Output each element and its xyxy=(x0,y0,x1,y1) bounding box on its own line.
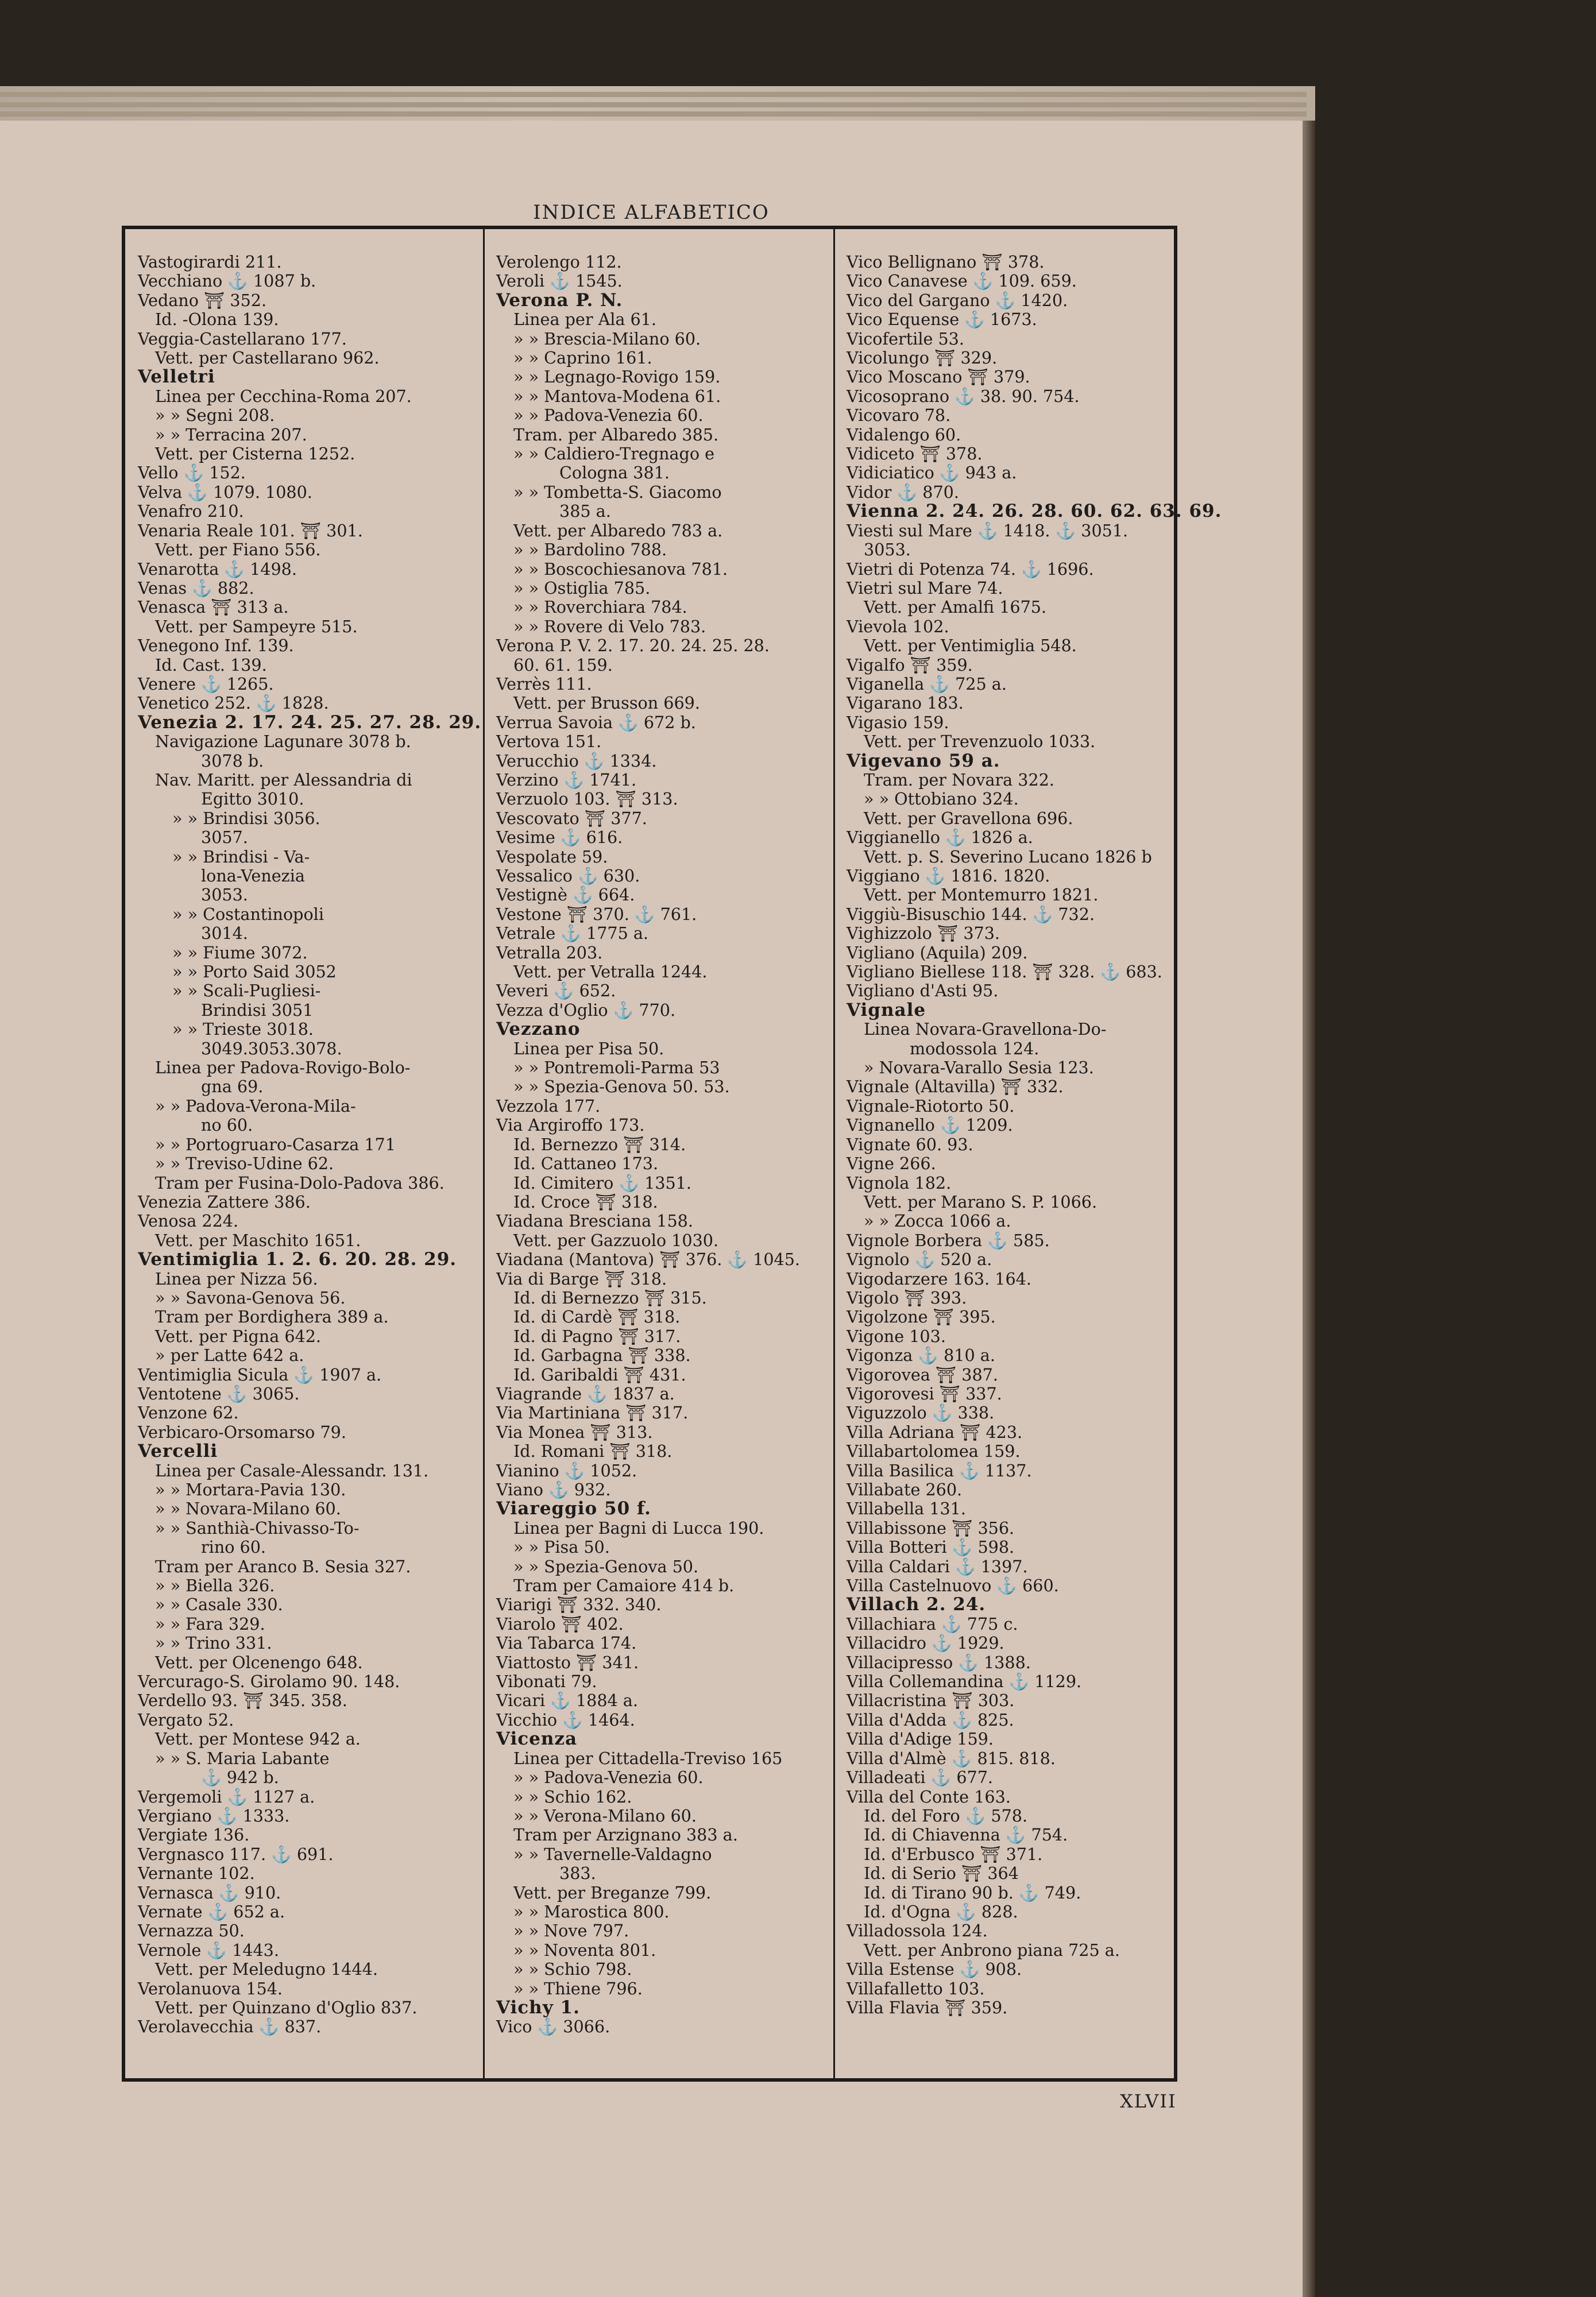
index-entry: Via Martiniana ⛩ 317. xyxy=(496,1403,689,1423)
index-entry: Villa d'Adige 159. xyxy=(847,1729,994,1749)
index-entry: Vicosoprano ⚓ 38. 90. 754. xyxy=(847,386,1080,406)
index-entry: » » Spezia-Genova 50. xyxy=(513,1556,699,1576)
index-entry: Vett. per Quinzano d'Oglio 837. xyxy=(155,1997,418,2017)
index-entry: Vighizzolo ⛩ 373. xyxy=(847,923,1000,943)
index-entry: Vecchiano ⚓ 1087 b. xyxy=(138,271,316,291)
index-entry: Id. Romani ⛩ 318. xyxy=(513,1441,673,1461)
page-stack-edge xyxy=(0,102,1307,107)
index-entry: Vico Bellignano ⛩ 378. xyxy=(847,252,1045,272)
index-entry: Villach 2. 24. xyxy=(847,1594,986,1615)
index-entry: Vernasca ⚓ 910. xyxy=(138,1882,281,1902)
index-entry: Vetralla 203. xyxy=(496,942,603,962)
index-entry: » » Bardolino 788. xyxy=(513,540,667,560)
index-entry: Vercelli xyxy=(138,1441,218,1462)
index-entry: » » Brindisi - Va- xyxy=(172,846,310,867)
index-entry: Villa d'Adda ⚓ 825. xyxy=(847,1710,1014,1730)
index-entry: Tram per Aranco B. Sesia 327. xyxy=(155,1556,411,1576)
index-entry: Vastogirardi 211. xyxy=(138,252,282,272)
index-entry: Vignale-Riotorto 50. xyxy=(847,1096,1015,1116)
index-entry: » » Caldiero-Tregnago e xyxy=(513,444,715,464)
index-entry: Villacristina ⛩ 303. xyxy=(847,1691,1015,1711)
index-entry: » » Tombetta-S. Giacomo xyxy=(513,482,722,502)
index-entry: Navigazione Lagunare 3078 b. xyxy=(155,732,411,752)
index-entry: Villabella 131. xyxy=(847,1499,966,1519)
index-entry: 60. 61. 159. xyxy=(513,655,613,675)
index-entry: Linea per Ala 61. xyxy=(513,310,656,330)
index-entry: Villafalletto 103. xyxy=(847,1978,985,1998)
index-entry: Vett. per Montese 942 a. xyxy=(155,1729,361,1749)
index-entry: Id. Garbagna ⛩ 338. xyxy=(513,1345,691,1366)
index-entry: Vietri di Potenza 74. ⚓ 1696. xyxy=(847,559,1094,579)
index-entry: » per Latte 642 a. xyxy=(155,1345,304,1366)
index-entry: » » Legnago-Rovigo 159. xyxy=(513,367,721,387)
index-entry: » » Nove 797. xyxy=(513,1921,629,1941)
index-entry: Vett. per Trevenzuolo 1033. xyxy=(864,732,1096,752)
index-entry: Vett. per Fiano 556. xyxy=(155,540,321,560)
index-entry: » » Ostiglia 785. xyxy=(513,578,651,598)
index-entry: Veveri ⚓ 652. xyxy=(496,981,616,1001)
index-entry: » » Verona-Milano 60. xyxy=(513,1805,697,1826)
index-entry: Id. di Pagno ⛩ 317. xyxy=(513,1326,681,1346)
index-entry: Viarolo ⛩ 402. xyxy=(496,1614,624,1634)
index-entry: Linea per Pisa 50. xyxy=(513,1038,664,1058)
index-entry: Vezzola 177. xyxy=(496,1096,601,1116)
index-entry: Villa Castelnuovo ⚓ 660. xyxy=(847,1576,1059,1596)
index-entry: Linea per Cittadella-Treviso 165 xyxy=(513,1748,783,1768)
index-entry: Id. di Chiavenna ⚓ 754. xyxy=(864,1825,1068,1845)
index-entry: Viguzzolo ⚓ 338. xyxy=(847,1403,995,1423)
index-entry: Tram. per Novara 322. xyxy=(864,769,1054,790)
index-entry: » » S. Maria Labante xyxy=(155,1748,330,1768)
index-entry: Vett. per Maschito 1651. xyxy=(155,1230,361,1250)
index-entry: Vigevano 59 a. xyxy=(847,750,1000,771)
index-entry: » » Biella 326. xyxy=(155,1576,275,1596)
index-entry: Vigodarzere 163. 164. xyxy=(847,1269,1031,1289)
index-entry: Villa Basilica ⚓ 1137. xyxy=(847,1460,1032,1480)
index-entry: » » Ottobiano 324. xyxy=(864,789,1019,809)
index-entry: Verucchio ⚓ 1334. xyxy=(496,751,657,771)
index-column-2 xyxy=(496,253,829,2067)
index-entry: Egitto 3010. xyxy=(201,789,304,809)
index-entry: » » Rovere di Velo 783. xyxy=(513,616,706,636)
index-entry: Venarotta ⚓ 1498. xyxy=(138,559,297,579)
index-entry: Villachiara ⚓ 775 c. xyxy=(847,1614,1018,1634)
index-entry: Vignale xyxy=(847,999,926,1020)
index-entry: Linea per Casale-Alessandr. 131. xyxy=(155,1460,429,1480)
index-entry: Cologna 381. xyxy=(559,463,670,483)
index-entry: 3014. xyxy=(201,923,248,943)
index-entry: Veroli ⚓ 1545. xyxy=(496,271,623,291)
index-entry: Verzuolo 103. ⛩ 313. xyxy=(496,789,678,809)
index-entry: Linea per Bagni di Lucca 190. xyxy=(513,1518,764,1538)
index-entry: » » Treviso-Udine 62. xyxy=(155,1154,334,1174)
index-entry: Vessalico ⚓ 630. xyxy=(496,866,640,885)
index-entry: » » Scali-Pugliesi- xyxy=(172,981,321,1001)
index-entry: Villacipresso ⚓ 1388. xyxy=(847,1652,1031,1672)
index-entry: ⚓ 942 b. xyxy=(201,1768,279,1788)
index-entry: Vigliano Biellese 118. ⛩ 328. ⚓ 683. xyxy=(847,962,1162,982)
index-entry: Vernazza 50. xyxy=(138,1921,245,1941)
index-entry: Vigonza ⚓ 810 a. xyxy=(847,1345,995,1366)
index-entry: Verolanuova 154. xyxy=(138,1978,283,1998)
index-entry: » » Santhià-Chivasso-To- xyxy=(155,1518,360,1538)
index-entry: Viesti sul Mare ⚓ 1418. ⚓ 3051. xyxy=(847,520,1129,540)
index-entry: » » Marostica 800. xyxy=(513,1901,670,1921)
index-entry: Vezza d'Oglio ⚓ 770. xyxy=(496,1000,676,1020)
index-entry: Vergato 52. xyxy=(138,1710,234,1730)
index-entry: Villa Botteri ⚓ 598. xyxy=(847,1537,1015,1557)
index-entry: » » Thiene 796. xyxy=(513,1978,643,1998)
index-entry: Vedano ⛩ 352. xyxy=(138,290,267,310)
index-entry: Vico Moscano ⛩ 379. xyxy=(847,367,1030,387)
index-entry: Vigne 266. xyxy=(847,1154,936,1174)
index-entry: Vigolzone ⛩ 395. xyxy=(847,1307,996,1327)
index-entry: Via Monea ⛩ 313. xyxy=(496,1422,653,1442)
index-entry: Via di Barge ⛩ 318. xyxy=(496,1269,667,1289)
index-entry: Vignale (Altavilla) ⛩ 332. xyxy=(847,1077,1064,1097)
index-entry: Vett. p. S. Severino Lucano 1826 b xyxy=(864,846,1152,867)
index-entry: Vett. per Montemurro 1821. xyxy=(864,885,1099,905)
index-entry: Via Tabarca 174. xyxy=(496,1633,637,1653)
index-entry: Id. -Olona 139. xyxy=(155,310,279,330)
index-entry: Venosa 224. xyxy=(138,1211,239,1231)
index-entry: Id. di Cardè ⛩ 318. xyxy=(513,1307,681,1327)
index-entry: Verrua Savoia ⚓ 672 b. xyxy=(496,712,696,732)
index-entry: Venafro 210. xyxy=(138,501,244,521)
index-entry: Vicolungo ⛩ 329. xyxy=(847,348,998,368)
index-entry: Villa Collemandina ⚓ 1129. xyxy=(847,1672,1082,1692)
index-entry: Villabartolomea 159. xyxy=(847,1441,1021,1461)
index-entry: Venas ⚓ 882. xyxy=(138,578,254,598)
index-entry: Vercurago-S. Girolamo 90. 148. xyxy=(138,1672,400,1692)
index-entry: Verona P. N. xyxy=(496,289,623,311)
index-entry: Vernate ⚓ 652 a. xyxy=(138,1901,285,1921)
page-number: XLVII xyxy=(1120,2090,1177,2112)
index-entry: Verzino ⚓ 1741. xyxy=(496,769,637,790)
index-entry: gna 69. xyxy=(201,1077,264,1097)
index-entry: 3049.3053.3078. xyxy=(201,1038,342,1058)
index-entry: Venaria Reale 101. ⛩ 301. xyxy=(138,520,363,540)
index-entry: Vett. per Breganze 799. xyxy=(513,1882,712,1902)
index-entry: » » Terracina 207. xyxy=(155,424,307,444)
page-stack-edge xyxy=(0,111,1307,117)
index-entry: Vergnasco 117. ⚓ 691. xyxy=(138,1844,334,1864)
index-entry: rino 60. xyxy=(201,1537,266,1557)
index-entry: » » Brindisi 3056. xyxy=(172,808,320,828)
index-entry: » » Schio 162. xyxy=(513,1786,632,1807)
index-entry: Villa del Conte 163. xyxy=(847,1786,1011,1807)
index-entry: » » Pisa 50. xyxy=(513,1537,610,1557)
index-entry: Vignolo ⚓ 520 a. xyxy=(847,1250,992,1270)
index-entry: Linea per Nizza 56. xyxy=(155,1269,318,1289)
index-entry: Vigorovesi ⛩ 337. xyxy=(847,1383,1002,1403)
index-entry: Viganella ⚓ 725 a. xyxy=(847,674,1007,694)
index-entry: Verona P. V. 2. 17. 20. 24. 25. 28. xyxy=(496,636,770,656)
index-entry: Vicchio ⚓ 1464. xyxy=(496,1710,635,1730)
index-entry: Vienna 2. 24. 26. 28. 60. 62. 63. 69. xyxy=(847,501,1222,522)
index-entry: Venetico 252. ⚓ 1828. xyxy=(138,693,329,713)
index-entry: Vett. per Cisterna 1252. xyxy=(155,444,355,464)
index-entry: Id. Cast. 139. xyxy=(155,655,267,675)
index-entry: Vescovato ⛩ 377. xyxy=(496,808,647,828)
index-entry: modossola 124. xyxy=(910,1038,1039,1058)
index-entry: Id. di Tirano 90 b. ⚓ 749. xyxy=(864,1882,1081,1902)
index-entry: Vidalengo 60. xyxy=(847,424,961,444)
index-entry: Vezzano xyxy=(496,1019,581,1040)
index-entry: » » Trino 331. xyxy=(155,1633,272,1653)
index-entry: Venzone 62. xyxy=(138,1403,239,1423)
index-entry: 385 a. xyxy=(559,501,611,521)
index-entry: Vernante 102. xyxy=(138,1863,255,1884)
index-entry: Nav. Maritt. per Alessandria di xyxy=(155,769,412,790)
index-entry: Ventimiglia Sicula ⚓ 1907 a. xyxy=(138,1364,382,1385)
index-entry: Vesime ⚓ 616. xyxy=(496,827,623,848)
index-entry: Viggiano ⚓ 1816. 1820. xyxy=(847,866,1050,885)
page-edge-shadow xyxy=(1303,121,1315,2297)
index-entry: » » Zocca 1066 a. xyxy=(864,1211,1011,1231)
index-entry: Id. Croce ⛩ 318. xyxy=(513,1192,658,1212)
index-entry: Velva ⚓ 1079. 1080. xyxy=(138,482,312,502)
index-entry: » » Brescia-Milano 60. xyxy=(513,328,701,349)
index-entry: Vigliano (Aquila) 209. xyxy=(847,942,1028,962)
index-entry: » » Noventa 801. xyxy=(513,1940,656,1960)
index-entry: Verdello 93. ⛩ 345. 358. xyxy=(138,1691,347,1711)
index-entry: Id. d'Erbusco ⛩ 371. xyxy=(864,1844,1043,1864)
index-entry: 3053. xyxy=(201,885,248,905)
index-entry: » » Fiume 3072. xyxy=(172,942,308,962)
index-entry: Vico ⚓ 3066. xyxy=(496,2017,610,2037)
index-entry: 3078 b. xyxy=(201,751,264,771)
index-entry: Vestignè ⚓ 664. xyxy=(496,885,635,905)
index-entry: Viattosto ⛩ 341. xyxy=(496,1652,639,1672)
index-entry: Vett. per Meledugno 1444. xyxy=(155,1959,378,1979)
index-entry: Viadana Bresciana 158. xyxy=(496,1211,693,1231)
index-entry: Villa Caldari ⚓ 1397. xyxy=(847,1556,1028,1576)
index-entry: Vett. per Anbrono piana 725 a. xyxy=(864,1940,1120,1960)
index-entry: Vett. per Ventimiglia 548. xyxy=(864,636,1077,656)
index-entry: Tram per Bordighera 389 a. xyxy=(155,1307,389,1327)
index-entry: » » Novara-Milano 60. xyxy=(155,1499,341,1519)
index-entry: » » Casale 330. xyxy=(155,1595,283,1615)
index-entry: Vigorovea ⛩ 387. xyxy=(847,1364,998,1385)
index-entry: Vett. per Amalfi 1675. xyxy=(864,597,1047,617)
page-stack-edge xyxy=(0,92,1307,97)
index-entry: Villa d'Almè ⚓ 815. 818. xyxy=(847,1748,1056,1768)
index-entry: Vett. per Brusson 669. xyxy=(513,693,700,713)
index-entry: Vignate 60. 93. xyxy=(847,1134,973,1154)
index-entry: Verolavecchia ⚓ 837. xyxy=(138,2017,322,2037)
index-entry: Villa Flavia ⛩ 359. xyxy=(847,1997,1008,2017)
index-column-1 xyxy=(138,252,482,2067)
index-entry: Vello ⚓ 152. xyxy=(138,463,246,483)
index-entry: Vett. per Gravellona 696. xyxy=(864,808,1073,828)
index-entry: » » Padova-Venezia 60. xyxy=(513,1768,704,1788)
index-entry: » » Schio 798. xyxy=(513,1959,632,1979)
index-entry: » » Segni 208. xyxy=(155,405,275,426)
index-entry: » » Mantova-Modena 61. xyxy=(513,386,721,406)
index-entry: Tram per Camaiore 414 b. xyxy=(513,1576,735,1596)
index-entry: Vigasio 159. xyxy=(847,712,949,732)
index-entry: Tram per Arzignano 383 a. xyxy=(513,1825,738,1845)
index-entry: Viarigi ⛩ 332. 340. xyxy=(496,1595,662,1615)
index-entry: Venezia Zattere 386. xyxy=(138,1192,311,1212)
index-entry: Vergiate 136. xyxy=(138,1825,250,1845)
index-entry: Ventotene ⚓ 3065. xyxy=(138,1383,300,1403)
index-entry: Viadana (Mantova) ⛩ 376. ⚓ 1045. xyxy=(496,1250,800,1270)
index-entry: Id. di Bernezzo ⛩ 315. xyxy=(513,1287,707,1308)
index-entry: Vianino ⚓ 1052. xyxy=(496,1460,637,1480)
index-entry: Vicofertile 53. xyxy=(847,328,964,349)
index-entry: » » Mortara-Pavia 130. xyxy=(155,1480,346,1499)
index-entry: Vigalfo ⛩ 359. xyxy=(847,655,973,675)
index-entry: Ventimiglia 1. 2. 6. 20. 28. 29. xyxy=(138,1249,457,1270)
index-entry: Villa Adriana ⛩ 423. xyxy=(847,1422,1023,1442)
index-entry: Tram. per Albaredo 385. xyxy=(513,424,719,444)
index-entry: Vicovaro 78. xyxy=(847,405,951,426)
index-entry: Villa Estense ⚓ 908. xyxy=(847,1959,1022,1979)
index-entry: Id. d'Ogna ⚓ 828. xyxy=(864,1901,1018,1921)
index-entry: » » Caprino 161. xyxy=(513,348,652,368)
index-entry: » » Padova-Verona-Mila- xyxy=(155,1096,356,1116)
index-entry: Linea per Cecchina-Roma 207. xyxy=(155,386,412,406)
index-entry: Vibonati 79. xyxy=(496,1672,597,1692)
index-entry: Vett. per Olcenengo 648. xyxy=(155,1652,363,1672)
index-entry: Vidiceto ⛩ 378. xyxy=(847,444,983,464)
index-entry: Villadeati ⚓ 677. xyxy=(847,1768,993,1788)
index-entry: Vidor ⚓ 870. xyxy=(847,482,959,502)
index-entry: Vett. per Albaredo 783 a. xyxy=(513,520,723,540)
page-title: INDICE ALFABETICO xyxy=(533,201,770,224)
index-entry: Linea per Padova-Rovigo-Bolo- xyxy=(155,1058,411,1078)
index-entry: Vidiciatico ⚓ 943 a. xyxy=(847,463,1017,483)
index-entry: Vespolate 59. xyxy=(496,846,608,867)
index-entry: Vico Equense ⚓ 1673. xyxy=(847,310,1037,330)
index-entry: Id. del Foro ⚓ 578. xyxy=(864,1805,1028,1826)
index-entry: » » Roverchiara 784. xyxy=(513,597,687,617)
index-entry: » » Fara 329. xyxy=(155,1614,265,1634)
index-entry: Brindisi 3051 xyxy=(201,1000,314,1020)
index-entry: Viareggio 50 f. xyxy=(496,1498,651,1519)
index-entry: Villabissone ⛩ 356. xyxy=(847,1518,1015,1538)
index-entry: Viano ⚓ 932. xyxy=(496,1480,611,1499)
index-entry: Verrès 111. xyxy=(496,674,592,694)
index-entry: Vicenza xyxy=(496,1728,578,1750)
index-entry: Vett. per Pigna 642. xyxy=(155,1326,321,1346)
index-entry: Vicari ⚓ 1884 a. xyxy=(496,1691,638,1711)
index-entry: Veggia-Castellarano 177. xyxy=(138,328,347,349)
index-entry: Villabate 260. xyxy=(847,1480,963,1499)
index-entry: 3057. xyxy=(201,827,248,848)
index-entry: Vetrale ⚓ 1775 a. xyxy=(496,923,648,943)
index-entry: Vico Canavese ⚓ 109. 659. xyxy=(847,271,1077,291)
index-entry: Venezia 2. 17. 24. 25. 27. 28. 29. xyxy=(138,711,482,733)
index-entry: Vignole Borbera ⚓ 585. xyxy=(847,1230,1050,1250)
index-entry: Id. Cattaneo 173. xyxy=(513,1154,659,1174)
index-entry: Vignola 182. xyxy=(847,1173,952,1193)
index-entry: Vigolo ⛩ 393. xyxy=(847,1287,967,1308)
index-entry: » » Savona-Genova 56. xyxy=(155,1287,346,1308)
column-divider xyxy=(483,226,485,2082)
index-entry: Viggianello ⚓ 1826 a. xyxy=(847,827,1033,848)
index-entry: » » Portogruaro-Casarza 171 xyxy=(155,1134,396,1154)
index-entry: Vett. per Castellarano 962. xyxy=(155,348,380,368)
index-column-3 xyxy=(847,252,1222,2067)
index-entry: Tram per Fusina-Dolo-Padova 386. xyxy=(155,1173,445,1193)
index-entry: » » Padova-Venezia 60. xyxy=(513,405,704,426)
index-entry: Vigliano d'Asti 95. xyxy=(847,981,999,1001)
index-entry: Id. Garibaldi ⛩ 431. xyxy=(513,1364,686,1385)
index-entry: Vett. per Vetralla 1244. xyxy=(513,962,708,982)
index-entry: no 60. xyxy=(201,1115,253,1135)
index-entry: Viagrande ⚓ 1837 a. xyxy=(496,1383,675,1403)
index-entry: Villacidro ⚓ 1929. xyxy=(847,1633,1004,1653)
index-entry: lona-Venezia xyxy=(201,866,305,885)
index-entry: Vett. per Marano S. P. 1066. xyxy=(864,1192,1098,1212)
index-entry: Vigarano 183. xyxy=(847,693,964,713)
index-entry: » Novara-Varallo Sesia 123. xyxy=(864,1058,1094,1078)
index-entry: Venere ⚓ 1265. xyxy=(138,674,274,694)
index-entry: Id. Cimitero ⚓ 1351. xyxy=(513,1173,691,1193)
index-entry: Verbicaro-Orsomarso 79. xyxy=(138,1422,346,1442)
index-entry: 3053. xyxy=(864,540,911,560)
index-entry: 383. xyxy=(559,1863,596,1884)
index-entry: Vertova 151. xyxy=(496,732,602,752)
index-entry: Via Argiroffo 173. xyxy=(496,1115,645,1135)
index-entry: Vigone 103. xyxy=(847,1326,946,1346)
index-entry: Vichy 1. xyxy=(496,1997,580,2018)
index-entry: » » Pontremoli-Parma 53 xyxy=(513,1058,720,1078)
index-entry: Vico del Gargano ⚓ 1420. xyxy=(847,290,1068,310)
index-entry: Linea Novara-Gravellona-Do- xyxy=(864,1019,1107,1039)
index-entry: Villadossola 124. xyxy=(847,1921,988,1941)
index-entry: » » Trieste 3018. xyxy=(172,1019,314,1039)
index-entry: » » Tavernelle-Valdagno xyxy=(513,1844,712,1864)
index-entry: » » Spezia-Genova 50. 53. xyxy=(513,1077,730,1097)
index-entry: » » Costantinopoli xyxy=(172,904,324,924)
index-entry: Vergemoli ⚓ 1127 a. xyxy=(138,1786,315,1807)
index-entry: Viggiù-Bisuschio 144. ⚓ 732. xyxy=(847,904,1095,924)
index-entry: Vievola 102. xyxy=(847,616,949,636)
index-entry: » » Porto Said 3052 xyxy=(172,962,337,982)
index-entry: Verolengo 112. xyxy=(496,252,622,272)
index-entry: Velletri xyxy=(138,366,215,388)
index-entry: » » Boscochiesanova 781. xyxy=(513,559,728,579)
index-entry: Vett. per Sampeyre 515. xyxy=(155,616,358,636)
index-entry: Vestone ⛩ 370. ⚓ 761. xyxy=(496,904,697,924)
index-entry: Venegono Inf. 139. xyxy=(138,636,294,656)
index-entry: Id. di Serio ⛩ 364 xyxy=(864,1863,1019,1884)
index-entry: Vergiano ⚓ 1333. xyxy=(138,1805,290,1826)
index-entry: Id. Bernezzo ⛩ 314. xyxy=(513,1134,686,1154)
index-entry: Venasca ⛩ 313 a. xyxy=(138,597,289,617)
index-entry: Vignanello ⚓ 1209. xyxy=(847,1115,1013,1135)
index-entry: Vietri sul Mare 74. xyxy=(847,578,1003,598)
index-entry: Vett. per Gazzuolo 1030. xyxy=(513,1230,719,1250)
column-divider xyxy=(833,226,835,2082)
index-entry: Vernole ⚓ 1443. xyxy=(138,1940,279,1960)
